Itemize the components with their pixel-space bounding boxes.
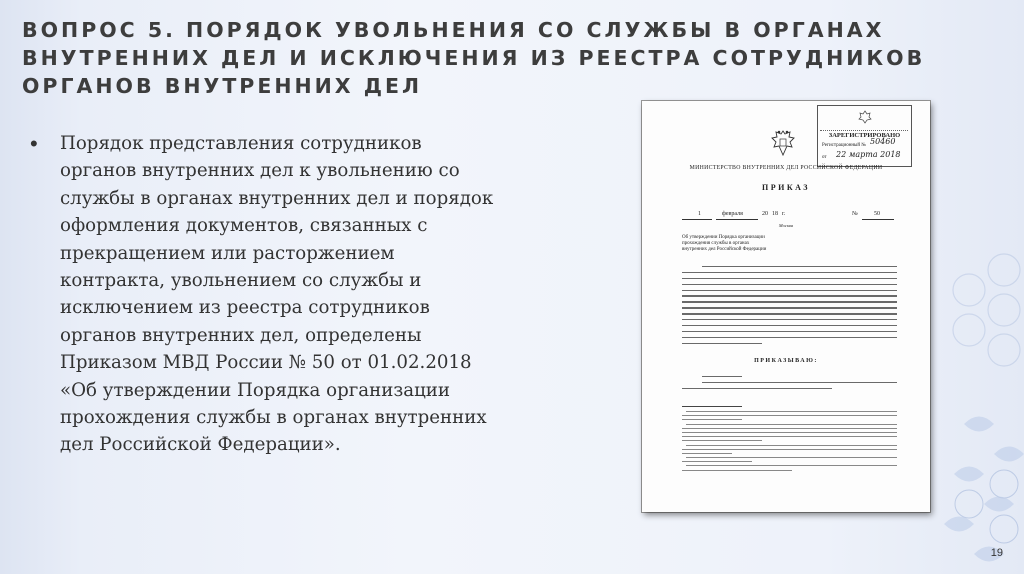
bullet-marker: • xyxy=(30,131,38,156)
order-year: 18 xyxy=(772,211,778,217)
order-year-suffix: г. xyxy=(782,211,786,217)
bullet-text: Порядок представления сотрудников органов внутренних дел к увольнению со службы в органах внутренних дел и порядок оформления документов, связанных с прекращением или расторжением контракта, увольнением со службы и исключением из реестра сотрудников органов внутренних дел, определены Приказом МВД России № 50 от 01.02.2018 «Об утверждении Порядка организации прохождения службы в органах внутренних дел Российской Федерации». xyxy=(60,133,494,456)
order-preamble-text xyxy=(682,266,897,348)
registration-stamp xyxy=(817,105,912,167)
stamp-emblem-icon xyxy=(858,110,872,124)
ministry-name: МИНИСТЕРСТВО ВНУТРЕННИХ ДЕЛ РОССИЙСКОЙ ФЕДЕРАЦИИ xyxy=(689,165,883,171)
document-kind: ПРИКАЗ xyxy=(762,183,810,192)
stamp-reg-label: Регистрационный № xyxy=(822,143,867,148)
stamp-reg-number: 50460 xyxy=(870,137,896,146)
stamp-date: 22 марта 2018 xyxy=(836,150,901,159)
order-clause-text xyxy=(682,376,897,394)
slide-title: ВОПРОС 5. ПОРЯДОК УВОЛЬНЕНИЯ СО СЛУЖБЫ В ОРГАНАХ ВНУТРЕННИХ ДЕЛ И ИСКЛЮЧЕНИЯ ИЗ РЕЕСТРА СОТРУДНИКОВ ОРГАНОВ ВНУТРЕННИХ ДЕЛ xyxy=(22,18,926,98)
order-command-word: ПРИКАЗЫВАЮ: xyxy=(754,358,818,364)
order-subject: Об утверждении Порядка организации прохождения службы в органах внутренних дел Российской Федерации xyxy=(682,235,767,252)
page-number: 19 xyxy=(990,547,1003,559)
order-month: февраля xyxy=(722,211,743,217)
order-city: Москва xyxy=(778,223,794,228)
footnotes-text xyxy=(682,411,897,474)
order-document-image xyxy=(642,101,930,512)
footnote-separator xyxy=(682,406,742,407)
stamp-date-prefix: от xyxy=(822,155,827,160)
order-number-label: № xyxy=(852,211,858,217)
stamp-title: ЗАРЕГИСТРИРОВАНО xyxy=(828,132,901,139)
order-year-prefix: 20 xyxy=(762,211,768,217)
order-day: 1 xyxy=(698,211,701,217)
coat-of-arms-icon xyxy=(770,129,796,157)
order-number: 50 xyxy=(874,211,880,217)
